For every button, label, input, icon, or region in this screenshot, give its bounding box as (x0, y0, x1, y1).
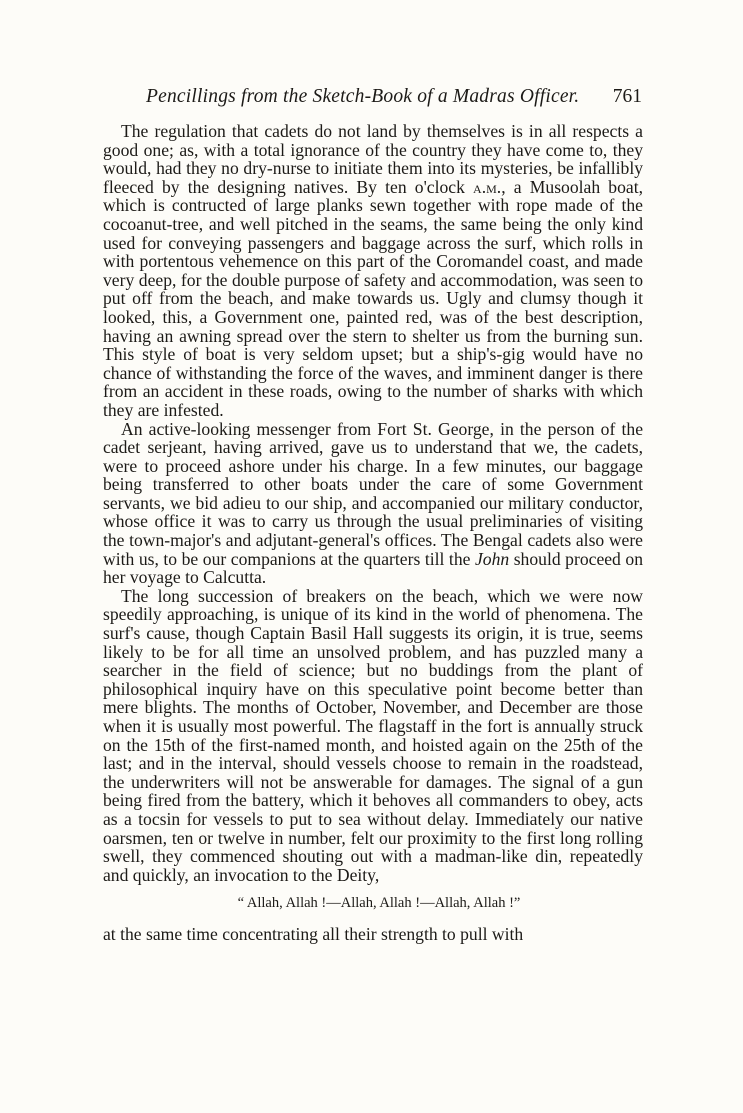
continuation-line: at the same time concentrating all their strength to pull with (103, 924, 524, 945)
paragraph-surf: The long succession of breakers on the beach, which we were now speedily approaching, is unique of its kind in the world of phenomena. The surf's cause, though Captain Basil Hall suggests its origin, it is true, seems likely to be for all time an unsolved problem, and has puzzled many a searcher in the field of science; but no buddings from the plant of philosophical inquiry have on this speculative point become better than mere blights. The months of October, November, and December are those when it is usually most powerful. The flagstaff in the fort is annually struck on the 15th of the first-named month, and hoisted again on the 25th of the last; and in the interval, should vessels choose to remain in the roadstead, the underwriters will not be answerable for damages. The signal of a gun being fired from the battery, which it behoves all commanders to obey, acts as a tocsin for vessels to put to sea without delay. Immediately our native oarsmen, ten or twelve in number, felt our proximity to the first long rolling swell, they commenced shouting out with a madman-like din, repeatedly and quickly, an invocation to the Deity, (103, 585, 643, 885)
page-number: 761 (612, 86, 642, 107)
ship-name: John (474, 548, 510, 569)
time-abbreviation: a.m. (473, 176, 502, 197)
body-text (103, 122, 643, 944)
invocation-quote: “ Allah, Allah !—Allah, Allah !—Allah, Allah !” (237, 895, 521, 912)
running-title: Pencillings from the Sketch-Book of a Madras Officer. (146, 86, 580, 107)
running-head (146, 86, 642, 112)
paragraph-cadets-landing: The regulation that cadets do not land by themselves is in all respects a good one; as, with a total ignorance of the country they have come to, they would, had they no dry-nurse to initiate them into its mysteries, be infallibly fleeced by the designing natives. By ten o'clock a.m., a Musoolah boat, which is contructed of large planks sewn together with rope made of the cocoanut-tree, and well pitched in the seams, the same being the only kind used for conveying passengers and baggage across the surf, which rolls in with portentous vehemence on this part of the Coromandel coast, and made very deep, for the double purpose of safety and accommodation, was seen to put off from the beach, and make towards us. Ugly and clumsy though it looked, this, a Government one, painted red, was of the best description, having an awning spread over the stern to shelter us from the burning sun. This style of boat is very seldom upset; but a ship's-gig would have no chance of withstanding the force of the waves, and imminent danger is there from an accident in these roads, owing to the number of sharks with which they are infested. (103, 121, 643, 420)
paragraph-messenger: An active-looking messenger from Fort St. George, in the person of the cadet serjeant, having arrived, gave us to understand that we, the cadets, were to proceed ashore under his charge. In a few minutes, our baggage being transferred to other boats under the care of some Government servants, we bid adieu to our ship, and accompanied our military conductor, whose office it was to carry us through the usual preliminaries of visiting the town-major's and adjutant-general's offices. The Bengal cadets also were with us, to be our companions at the quarters till the John should proceed on her voyage to Calcutta. (103, 418, 643, 588)
